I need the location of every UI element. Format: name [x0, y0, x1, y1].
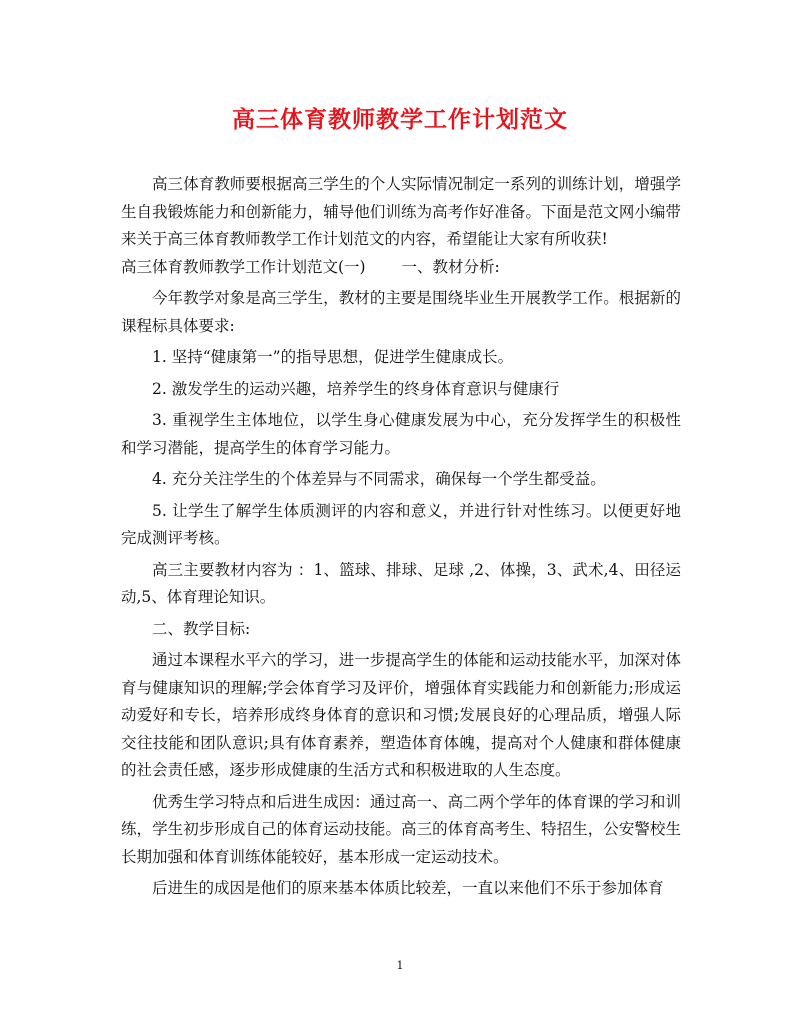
requirement-item-2: 2. 激发学生的运动兴趣，培养学生的终身体育意识与健康行 — [152, 379, 560, 398]
requirement-item-1: 1. 坚持“健康第一”的指导思想，促进学生健康成长。 — [152, 348, 514, 366]
lagging-students-paragraph: 后进生的成因是他们的原来基本体质比较差，一直以来他们不乐于参加体育 — [152, 879, 664, 897]
page-number: 1 — [396, 959, 404, 972]
document-body — [121, 171, 681, 903]
goals-paragraph: 通过本课程水平六的学习，进一步提高学生的体能和运动技能水平，加深对体育与健康知识的理解;学会体育学习及评价，增强体育实践能力和创新能力;形成运动爱好和专长，培养形成终身体育的意识和习惯;发展良好的心理品质，增强人际交往技能和团队意识;具有体育素养，塑造体育体魄，提高对个人健康和群体健康的社会责任感，逐步形成健康的生活方式和积极进取的人生态度。 — [121, 651, 681, 779]
intro-paragraph: 高三体育教师要根据高三学生的个人实际情况制定一系列的训练计划，增强学生自我锻炼能力和创新能力，辅导他们训练为高考作好准备。下面是范文网小编带来关于高三体育教师教学工作计划范文的内容，希望能让大家有所收获! — [121, 175, 681, 248]
requirement-item-4: 4. 充分关注学生的个体差异与不同需求，确保每一个学生都受益。 — [152, 470, 606, 488]
document-title: 高三体育教师教学工作计划范文 — [232, 106, 568, 133]
main-content-paragraph: 高三主要教材内容为 ：1、篮球、排球、足球 ,2、体操，3、武术,4、田径运动,5、体育理论知识。 — [121, 560, 681, 606]
section-heading-line: 高三体育教师教学工作计划范文(一) 一、教材分析: — [121, 257, 500, 276]
students-paragraph: 优秀生学习特点和后进生成因：通过高一、高二两个学年的体育课的学习和训练，学生初步形成自己的体育运动技能。高三的体育高考生、特招生，公安警校生长期加强和体育训练体能较好，基本形成一定运动技术。 — [121, 792, 681, 866]
teaching-object-paragraph: 今年教学对象是高三学生，教材的主要是围绕毕业生开展教学工作。根据新的课程标具体要求: — [121, 289, 681, 335]
requirement-item-5: 5. 让学生了解学生体质测评的内容和意义，并进行针对性练习。以便更好地完成测评考核。 — [121, 501, 681, 547]
requirement-item-3: 3. 重视学生主体地位，以学生身心健康发展为中心，充分发挥学生的积极性和学习潜能，提高学生的体育学习能力。 — [121, 411, 681, 457]
section-heading-goals: 二、教学目标: — [152, 619, 251, 638]
